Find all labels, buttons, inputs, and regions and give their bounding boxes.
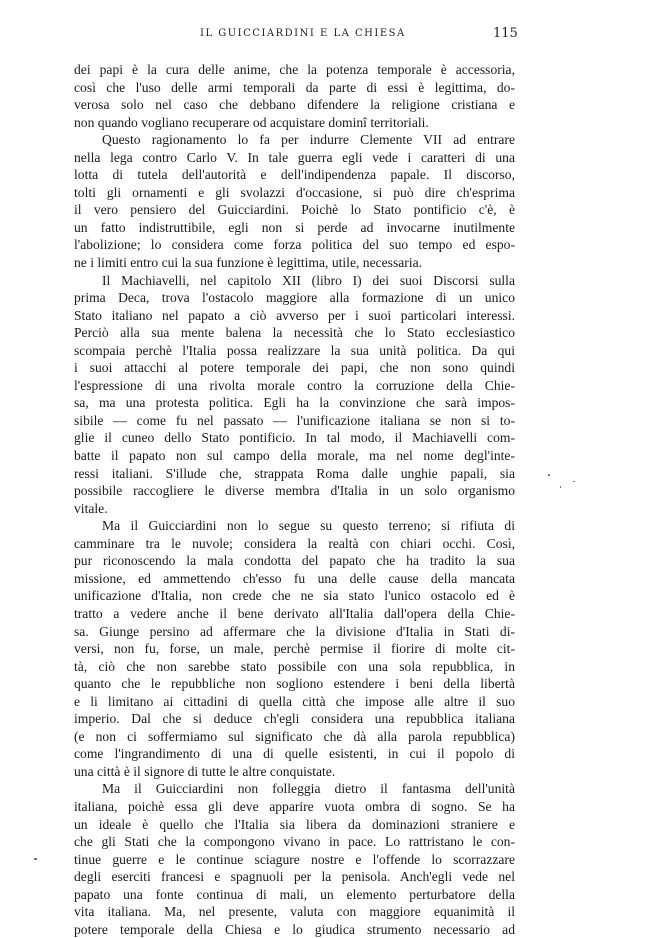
text-line: nella lega contro Carlo V. In tale guerra egli vede i caratteri di una (74, 149, 515, 165)
text-line: quanto che le repubbliche non sogliono estendere i beni della libertà (74, 676, 515, 692)
text-line: prima Deca, trova l'ostacolo maggiore alla formazione di un unico (74, 290, 515, 306)
text-line: possibile raccogliere le diverse membra d'Italia in un solo organismo (74, 483, 515, 499)
text-line: potere temporale della Chiesa e lo giudica strumento necessario ad (74, 921, 515, 937)
text-line: scompaia perchè l'Italia possa realizzare la sua unità politica. Da qui (74, 342, 515, 358)
text-line: Il Machiavelli, nel capitolo XII (libro I) dei suoi Discorsi sulla (102, 272, 515, 288)
text-line: vitale. (74, 500, 108, 516)
text-line: sa, ma una protesta politica. Egli ha la convinzione che sarà impos- (74, 395, 515, 411)
text-line: versi, non fu, forse, un male, perchè permise il fiorire di molte cit- (74, 641, 515, 657)
text-line: così che l'uso delle armi temporali da parte di essi è legittima, do- (74, 79, 515, 95)
text-line: e li limitano ai cittadini di quella città che impose alle altre il suo (74, 693, 515, 709)
text-line: tinue guerre e le continue sciagure nostre e l'offende lo scorrazzare (74, 851, 515, 867)
text-line: (e non ci soffermiamo sul significato che dà alla parola repubblica) (74, 728, 515, 744)
text-line: che gli Stati che la compongono vivano in pace. Lo rattristano le con- (74, 834, 515, 850)
text-line: lotta di tutela dell'autorità e dell'indipendenza papale. Il discorso, (74, 167, 515, 183)
scan-speck (573, 481, 575, 482)
scan-speck (548, 474, 550, 476)
text-line: imperio. Dal che si deduce ch'egli considera una repubblica italiana (74, 711, 515, 727)
text-line: l'espressione di una rivolta morale contro la corruzione della Chie- (74, 377, 515, 393)
text-line: batte il papato non sul campo della morale, ma nel nome degl'inte- (74, 448, 515, 464)
text-line: come l'ingrandimento di una di quelle esistenti, in cui il popolo di (74, 746, 515, 762)
text-line: i suoi attacchi al potere temporale dei papi, che non sono quindi (74, 360, 515, 376)
text-line: degli eserciti francesi e spagnuoli per la penisola. Anch'egli vede nel (74, 869, 515, 885)
text-line: vita italiana. Ma, nel presente, valuta con maggiore equanimità il (74, 904, 515, 920)
text-line: una città è il signore di tutte le altre conquistate. (74, 763, 336, 779)
text-line: Stato italiano nel papato a ciò avverso per i suoi particolari interessi. (74, 307, 515, 323)
text-line: ressi italiani. S'illude che, strappata Roma dalle unghie papali, sia (74, 465, 515, 481)
text-line: Ma il Guicciardini non folleggia dietro il fantasma dell'unità (102, 781, 515, 797)
text-line: non quando vogliano recuperare od acquistare dominî territoriali. (74, 114, 429, 130)
text-line: missione, ed ammettendo ch'esso fu una delle cause della mancata (74, 570, 515, 586)
scan-speck (560, 486, 561, 488)
text-line: il vero pensiero del Guicciardini. Poichè lo Stato pontificio c'è, è (74, 202, 515, 218)
body-text (74, 61, 515, 938)
text-line: camminare tra le nuvole; considera la realtà con chiari occhi. Così, (74, 535, 515, 551)
text-line: tà, ciò che non sarebbe stato possibile con una sola repubblica, in (74, 658, 515, 674)
running-title: IL GUICCIARDINI E LA CHIESA (200, 28, 406, 39)
text-line: unificazione d'Italia, non crede che ne sia stato l'unico ostacolo ed è (74, 588, 515, 604)
text-line: Ma il Guicciardini non lo segue su questo terreno; si rifiuta di (102, 518, 515, 534)
text-line: glie il cuneo dello Stato pontificio. In tal modo, il Machiavelli com- (74, 430, 515, 446)
text-line: un fatto indistruttibile, egli non si perde ad invocarne inutilmente (74, 219, 515, 235)
text-line: ne i limiti entro cui la sua funzione è legittima, utile, necessaria. (74, 255, 423, 271)
page-number: 115 (493, 26, 518, 41)
scan-speck (34, 858, 37, 860)
text-line: sibile — come fu nel passato — l'unificazione italiana se non si to- (74, 412, 515, 428)
text-line: Questo ragionamento lo fa per indurre Clemente VII ad entrare (102, 132, 515, 148)
text-line: sa. Giunge persino ad affermare che la divisione d'Italia in Stati di- (74, 623, 515, 639)
text-line: l'abolizione; lo considera come forza politica del suo tempo ed espo- (74, 237, 515, 253)
text-line: Perciò alla sua mente balena la necessità che lo Stato ecclesiastico (74, 325, 515, 341)
text-line: papato una fonte continua di mali, un elemento perturbatore della (74, 886, 515, 902)
text-line: pur riconoscendo la mala condotta del papato che ha tradito la sua (74, 553, 515, 569)
text-line: italiana, poichè essa gli deve apparire vuota ombra di sogno. Se ha (74, 798, 515, 814)
text-line: tratto a vedere anche il bene derivato all'Italia dall'opera della Chie- (74, 605, 515, 621)
text-line: dei papi è la cura delle anime, che la potenza temporale è accessoria, (74, 62, 515, 77)
text-line: un ideale è quello che l'Italia sia libera da dominazioni straniere e (74, 816, 515, 832)
text-line: verosa solo nel caso che debbano difendere la religione cristiana e (74, 97, 515, 113)
text-line: tolti gli ornamenti e gli svolazzi d'occasione, si può dire ch'esprima (74, 184, 515, 200)
